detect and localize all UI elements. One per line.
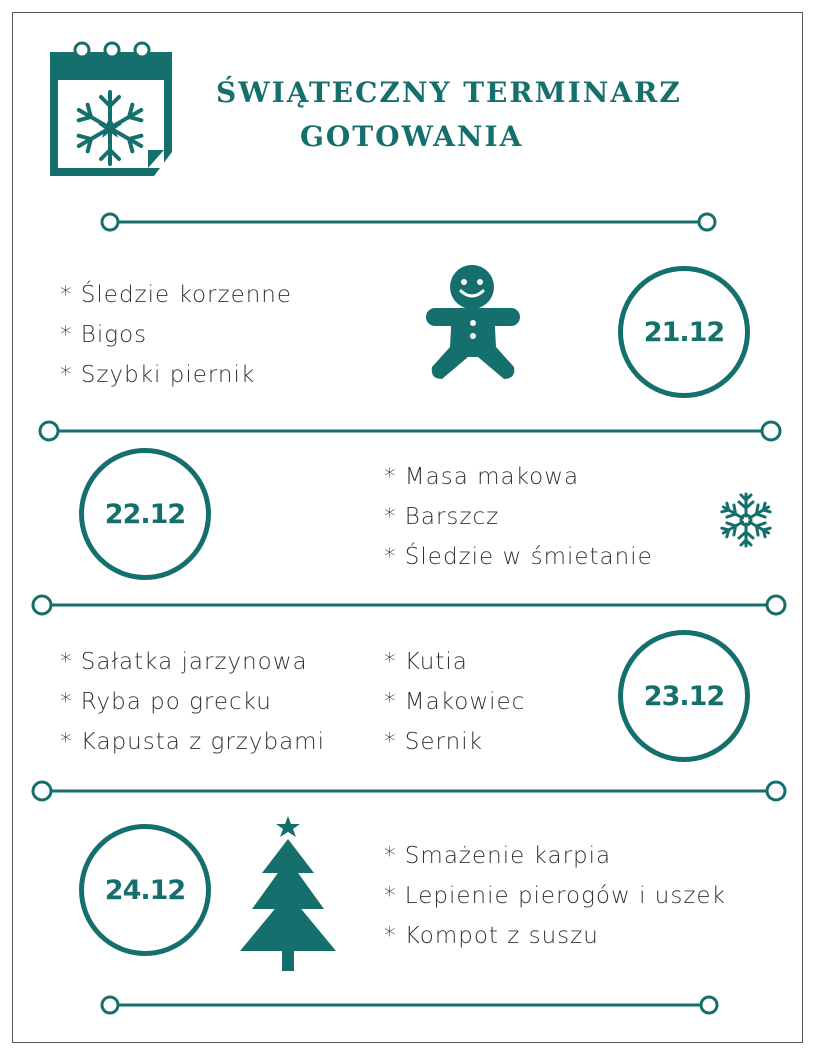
day4-list — [384, 836, 726, 956]
list-item: * Śledzie w śmietanie — [384, 544, 653, 570]
list-item: * Masa makowa — [384, 464, 580, 490]
christmas-tree-icon — [238, 815, 338, 971]
list-item: * Makowiec — [384, 689, 526, 715]
day2-list — [384, 457, 653, 577]
list-item: * Sałatka jarzynowa — [60, 649, 308, 675]
divider-3 — [0, 771, 816, 811]
list-item: * Kompot z suszu — [384, 923, 599, 949]
divider-2 — [0, 585, 816, 625]
date-label: 23.12 — [643, 680, 725, 712]
list-item: * Śledzie korzenne — [60, 282, 293, 308]
date-label: 24.12 — [104, 874, 186, 906]
date-circle-24-12 — [79, 824, 211, 956]
divider-top — [0, 202, 816, 242]
list-item: * Lepienie pierogów i uszek — [384, 883, 726, 909]
date-circle-23-12 — [618, 630, 750, 762]
page-title-line2: GOTOWANIA — [300, 120, 524, 153]
divider-bottom — [0, 985, 816, 1025]
date-circle-22-12 — [79, 448, 211, 580]
list-item: * Bigos — [60, 322, 148, 348]
snowflake-icon — [716, 490, 776, 550]
list-item: * Smażenie karpia — [384, 843, 612, 869]
list-item: * Kapusta z grzybami — [60, 729, 325, 755]
date-label: 21.12 — [643, 316, 725, 348]
day3-list-left — [60, 642, 325, 762]
list-item: * Ryba po grecku — [60, 689, 272, 715]
day1-list — [60, 275, 292, 395]
gingerbread-man-icon — [424, 263, 524, 383]
list-item: * Szybki piernik — [60, 362, 256, 388]
date-circle-21-12 — [618, 266, 750, 398]
list-item: * Kutia — [384, 649, 468, 675]
list-item: * Barszcz — [384, 504, 500, 530]
divider-1 — [0, 411, 816, 451]
calendar-snowflake-icon — [46, 40, 176, 180]
page-title-line1: ŚWIĄTECZNY TERMINARZ — [216, 76, 682, 109]
day3-list-right — [384, 642, 525, 762]
date-label: 22.12 — [104, 498, 186, 530]
list-item: * Sernik — [384, 729, 483, 755]
